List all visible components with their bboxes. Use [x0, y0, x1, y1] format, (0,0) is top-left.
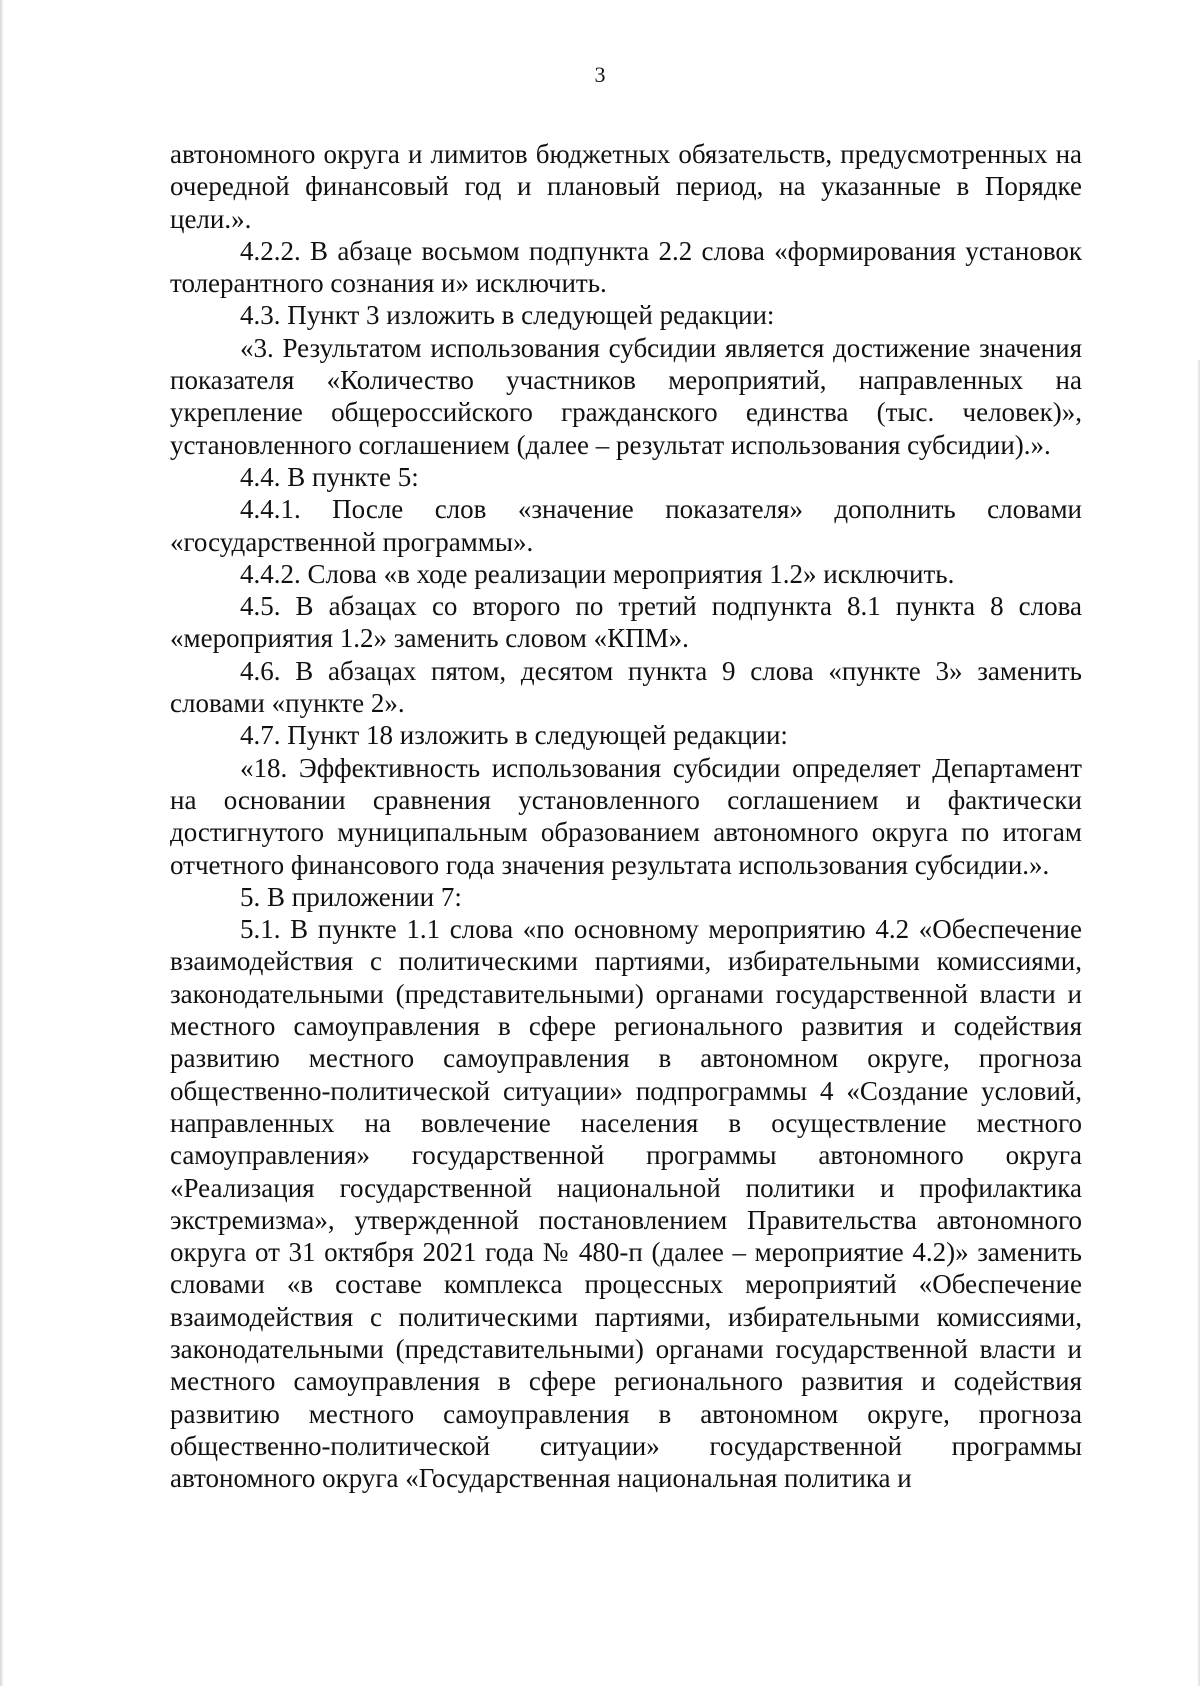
paragraph-item-18-text: «18. Эффективность использования субсидии определяет Департамент на основании сравнения установленного соглашением и фактически достигнутого муниципальным образованием автономного округа по итогам отчетного финансового года значения результата использования субсидии.». [170, 752, 1082, 880]
paragraph-5: 5. В приложении 7: [240, 881, 462, 912]
scan-edge-left [0, 0, 4, 1686]
paragraph-4-7: 4.7. Пункт 18 изложить в следующей редакции: [240, 720, 788, 751]
paragraph-4-4-2: 4.4.2. Слова «в ходе реализации мероприятия 1.2» исключить. [240, 558, 955, 589]
paragraph-4-5: 4.5. В абзацах со второго по третий подпункта 8.1 пункта 8 слова «мероприятия 1.2» заменить словом «КПМ». [170, 591, 1082, 654]
paragraph-5-1: 5.1. В пункте 1.1 слова «по основному мероприятию 4.2 «Обеспечение взаимодействия с политическими партиями, избирательными комиссиями, законодательными (представительными) органами государственной власти и местного самоуправления в сфере регионального развития и содействия развитию местного самоуправления в автономном округе, прогноза общественно-политической ситуации» подпрограммы 4 «Создание условий, направленных на вовлечение населения в осуществление местного самоуправления» государственной программы автономного округа «Реализация государственной национальной политики и профилактика экстремизма», утвержденной постановлением Правительства автономного округа от 31 октября 2021 года № 480-п (далее – мероприятие 4.2)» заменить словами «в составе комплекса процессных мероприятий «Обеспечение взаимодействия с политическими партиями, избирательными комиссиями, законодательными (представительными) органами государственной власти и местного самоуправления в сфере регионального развития и содействия развитию местного самоуправления в автономном округе, прогноза общественно-политической ситуации» государственной программы автономного округа «Государственная национальная политика и [170, 914, 1082, 1494]
paragraph-4-2-2: 4.2.2. В абзаце восьмом подпункта 2.2 слова «формирования установок толерантного сознания и» исключить. [170, 235, 1082, 299]
paragraph-continuation: автономного округа и лимитов бюджетных обязательств, предусмотренных на очередной финансовый год и плановый период, на указанные в Порядке цели.». [170, 139, 1082, 234]
document-body [170, 138, 1082, 1494]
paragraph-4-4: 4.4. В пункте 5: [240, 461, 419, 492]
paragraph-4-3: 4.3. Пункт 3 изложить в следующей редакции: [240, 300, 775, 331]
page-number: 3 [594, 62, 606, 87]
paragraph-4-4-1: 4.4.1. После слов «значение показателя» дополнить словами «государственной программы». [170, 494, 1082, 557]
paragraph-4-6: 4.6. В абзацах пятом, десятом пункта 9 слова «пункте 3» заменить словами «пункте 2». [170, 655, 1082, 719]
paragraph-item-3-text: «3. Результатом использования субсидии является достижение значения показателя «Количество участников мероприятий, направленных на укрепление общероссийского гражданского единства (тыс. человек)», установленного соглашением (далее – результат использования субсидии).». [170, 332, 1082, 460]
